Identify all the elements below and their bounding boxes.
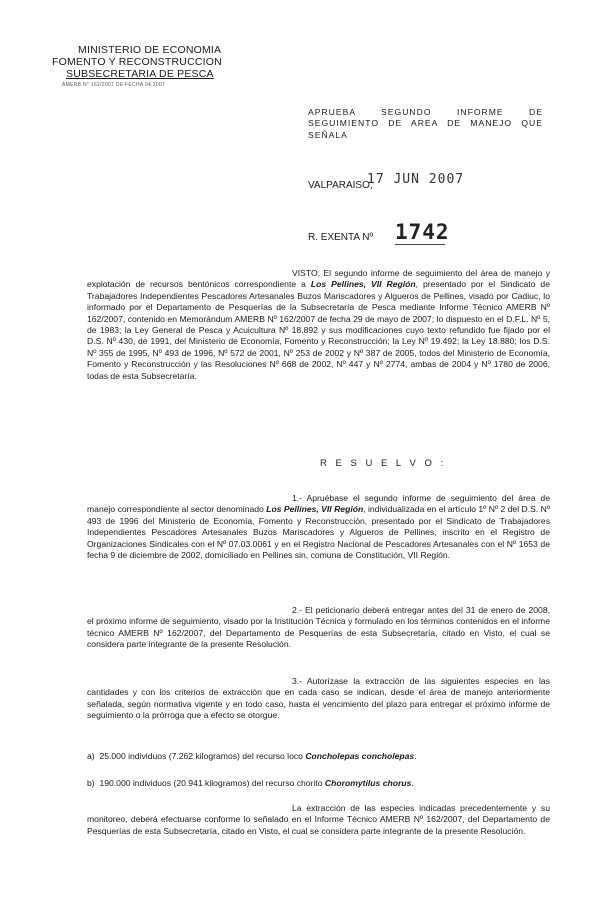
place-label: VALPARAISO, [308, 180, 373, 191]
date-stamp: 17 JUN 2007 [367, 172, 465, 187]
resuelvo-heading: R E S U E L V O : [320, 458, 447, 469]
exenta-label: R. EXENTA Nº [308, 232, 374, 243]
header-reference: AMERB N° 162/2007 DE FECHA 04.2007 [62, 82, 166, 88]
subsecretaria-name: SUBSECRETARIA DE PESCA [66, 68, 214, 80]
ministry-name: MINISTERIO DE ECONOMIA [78, 44, 222, 56]
visto-paragraph: VISTO: El segundo informe de seguimiento del área de manejo y explotación de recursos bentónicos correspondiente a Los Pellines, VII Región, presentado por el Sindicato de Trabajadores Independientes Pescadores Artesanales Buzos Mariscadores y Algueros de Pellines, visado por Cadiuc, lo informado por el Departamento de Pesquerías de la Subsecretaría de Pesca mediante Informe Técnico AMERB Nº 162/2007, contenido en Memorándum AMERB Nº 162/2007 de fecha 29 de mayo de 2007; lo dispuesto en el D.F.L. Nº 5, de 1983; la Ley General de Pesca y Acuicultura Nº 18.892 y sus modificaciones cuyo texto refundido fue fijado por el D.S. Nº 430, de 1991, del Ministerio de Economía, Fomento y Reconstrucción; la Ley Nº 19.492; la Ley 18.880; los D.S. Nº 355 de 1995, Nº 493 de 1996, Nº 572 de 2001, Nº 253 de 2002 y Nº 387 de 2005, todos del Ministerio de Economía, Fomento y Reconstrucción y las Resoluciones Nº 668 de 2002, Nº 447 y Nº 2774, ambas de 2004 y Nº 1780 de 2006, todas de esta Subsecretaría. [87, 268, 550, 381]
extraction-item-a: a) 25.000 individuos (7.262 kilogramos) del recurso loco Concholepas concholepas. [87, 751, 417, 761]
exenta-underline [395, 244, 445, 245]
resolution-item-2: 2.- El peticionario deberá entregar antes del 31 de enero de 2008, el próximo informe de seguimiento, visado por la Institución Técnica y formulado en los términos contenidos en el informe técnico AMERB Nº 162/2007, del Departamento de Pesquerías de esta Subsecretaría, citado en Visto, el cual se considera parte integrante de la presente Resolución. [87, 605, 550, 650]
resolution-item-1: 1.- Apruébase el segundo informe de seguimiento del área de manejo correspondiente al sector denominado Los Pellines, VII Región, individualizada en el artículo 1º Nº 2 del D.S. Nº 493 de 1996 del Ministerio de Economía, Fomento y Reconstrucción, presentado por el Sindicato de Trabajadores Independientes Pescadores Artesanales Buzos Mariscadores y Algueros de Pellines, inscrito en el Registro de Organizaciones Sindicales con el Nº 07.03.0061 y en el Registro Nacional de Pescadores Artesanales con el Nº 1653 de fecha 9 de diciembre de 2002, domiciliado en Pellines sin, comuna de Constitución, VII Región. [87, 493, 550, 561]
closing-paragraph: La extracción de las especies indicadas precedentemente y su monitoreo, deberá efectuarse conforme lo señalado en el Informe Técnico AMERB Nº 162/2007, del Departamento de Pesquerías de esta Subsecretaría, citado en Visto, el cual se considera parte integrante de la presente Resolución. [87, 803, 550, 836]
document-subject: APRUEBA SEGUNDO INFORME DE SEGUIMIENTO DE AREA DE MANEJO QUE SEÑALA [308, 107, 543, 140]
exenta-number: 1742 [395, 220, 450, 244]
ministry-division: FOMENTO Y RECONSTRUCCION [52, 56, 222, 68]
resolution-item-3: 3.- Autorízase la extracción de las siguientes especies en las cantidades y con los criterios de extracción que en cada caso se indican, desde el área de manejo anteriormente señalada, según normativa vigente y en todo caso, hasta el vencimiento del plazo para entregar el próximo informe de seguimiento o la prórroga que a efecto se otorgue. [87, 676, 550, 721]
extraction-item-b: b) 190.000 individuos (20.941 kilogramos) del recurso chorito Choromytilus chorus. [87, 778, 414, 788]
